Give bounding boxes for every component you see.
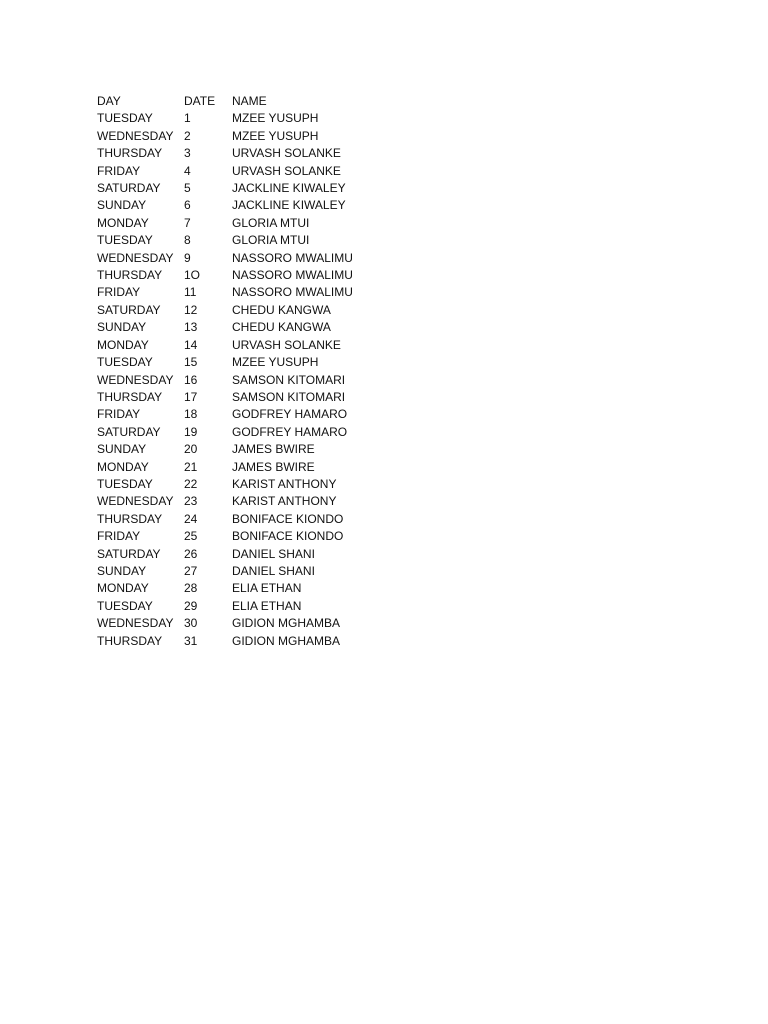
table-row	[97, 128, 392, 145]
cell-day: THURSDAY	[97, 511, 163, 526]
cell-name: DANIEL SHANI	[232, 563, 315, 578]
cell-date: 20	[184, 442, 198, 457]
cell-name: ELIA ETHAN	[232, 581, 302, 596]
table-row	[97, 406, 392, 423]
cell-day: THURSDAY	[97, 146, 163, 161]
cell-day: WEDNESDAY	[97, 128, 174, 143]
cell-name: MZEE YUSUPH	[232, 355, 319, 370]
cell-day: MONDAY	[97, 581, 149, 596]
cell-date: 29	[184, 598, 198, 613]
cell-name: BONIFACE KIONDO	[232, 511, 344, 526]
cell-name: JAMES BWIRE	[232, 459, 315, 474]
table-row	[97, 598, 392, 615]
table-row	[97, 180, 392, 197]
cell-name: URVASH SOLANKE	[232, 337, 341, 352]
table-row	[97, 441, 392, 458]
cell-name: URVASH SOLANKE	[232, 146, 341, 161]
header-day: DAY	[97, 94, 121, 108]
cell-date: 1	[184, 111, 191, 126]
cell-day: MONDAY	[97, 215, 149, 230]
table-row	[97, 633, 392, 650]
cell-date: 7	[184, 215, 191, 230]
cell-date: 23	[184, 494, 198, 509]
cell-day: MONDAY	[97, 459, 149, 474]
cell-day: SATURDAY	[97, 546, 161, 561]
cell-name: SAMSON KITOMARI	[232, 389, 346, 404]
cell-day: FRIDAY	[97, 407, 141, 422]
cell-day: TUESDAY	[97, 111, 153, 126]
cell-day: SUNDAY	[97, 563, 147, 578]
cell-date: 28	[184, 581, 198, 596]
table-row	[97, 354, 392, 371]
header-name: NAME	[232, 94, 267, 108]
table-row	[97, 389, 392, 406]
cell-date: 13	[184, 320, 198, 335]
cell-date: 8	[184, 233, 191, 248]
cell-day: TUESDAY	[97, 598, 153, 613]
cell-day: SATURDAY	[97, 181, 161, 196]
header-row	[97, 93, 392, 110]
cell-date: 25	[184, 529, 198, 544]
cell-name: GODFREY HAMARO	[232, 424, 348, 439]
cell-day: SUNDAY	[97, 198, 147, 213]
cell-day: SUNDAY	[97, 442, 147, 457]
cell-date: 26	[184, 546, 198, 561]
cell-day: WEDNESDAY	[97, 372, 174, 387]
table-row	[97, 250, 392, 267]
table-header	[97, 93, 392, 110]
header-date: DATE	[184, 94, 216, 108]
table-row	[97, 110, 392, 127]
cell-name: JAMES BWIRE	[232, 442, 315, 457]
cell-date: 16	[184, 372, 198, 387]
cell-date: 4	[184, 163, 191, 178]
cell-date: 27	[184, 563, 198, 578]
table-row	[97, 284, 392, 301]
cell-date: 18	[184, 407, 198, 422]
cell-date: 31	[184, 633, 198, 648]
cell-name: BONIFACE KIONDO	[232, 529, 344, 544]
table-row	[97, 372, 392, 389]
cell-day: SUNDAY	[97, 320, 147, 335]
cell-name: URVASH SOLANKE	[232, 163, 341, 178]
cell-name: GLORIA MTUI	[232, 215, 310, 230]
cell-date: 14	[184, 337, 198, 352]
cell-day: FRIDAY	[97, 285, 141, 300]
cell-day: TUESDAY	[97, 355, 153, 370]
duty-roster-sheet	[97, 93, 392, 650]
table-row	[97, 302, 392, 319]
cell-date: 5	[184, 181, 191, 196]
cell-name: GIDION MGHAMBA	[232, 633, 341, 648]
table-row	[97, 163, 392, 180]
cell-date: 19	[184, 424, 198, 439]
cell-day: SATURDAY	[97, 424, 161, 439]
cell-name: GLORIA MTUI	[232, 233, 310, 248]
table-row	[97, 215, 392, 232]
table-row	[97, 528, 392, 545]
table-row	[97, 232, 392, 249]
cell-name: DANIEL SHANI	[232, 546, 315, 561]
cell-date: 30	[184, 616, 198, 631]
table-row	[97, 546, 392, 563]
cell-name: ELIA ETHAN	[232, 598, 302, 613]
cell-date: 17	[184, 389, 198, 404]
cell-date: 21	[184, 459, 198, 474]
table-row	[97, 319, 392, 336]
cell-name: CHEDU KANGWA	[232, 302, 331, 317]
cell-day: WEDNESDAY	[97, 616, 174, 631]
cell-day: THURSDAY	[97, 389, 163, 404]
table-row	[97, 337, 392, 354]
table-row	[97, 615, 392, 632]
cell-name: KARIST ANTHONY	[232, 476, 337, 491]
cell-name: GODFREY HAMARO	[232, 407, 348, 422]
cell-name: SAMSON KITOMARI	[232, 372, 346, 387]
cell-date: 9	[184, 250, 191, 265]
cell-day: WEDNESDAY	[97, 250, 174, 265]
table-row	[97, 493, 392, 510]
cell-name: MZEE YUSUPH	[232, 128, 319, 143]
cell-day: FRIDAY	[97, 529, 141, 544]
table-row	[97, 145, 392, 162]
cell-day: MONDAY	[97, 337, 149, 352]
table-row	[97, 197, 392, 214]
cell-name: NASSORO MWALIMU	[232, 285, 353, 300]
cell-day: THURSDAY	[97, 633, 163, 648]
cell-name: MZEE YUSUPH	[232, 111, 319, 126]
cell-name: JACKLINE KIWALEY	[232, 198, 346, 213]
cell-date: 24	[184, 511, 198, 526]
cell-name: GIDION MGHAMBA	[232, 616, 341, 631]
cell-date: 22	[184, 476, 198, 491]
cell-day: THURSDAY	[97, 268, 163, 283]
cell-date: 6	[184, 198, 191, 213]
cell-day: WEDNESDAY	[97, 494, 174, 509]
cell-name: NASSORO MWALIMU	[232, 268, 353, 283]
cell-date: 3	[184, 146, 191, 161]
cell-date: 11	[184, 285, 197, 300]
table-body	[97, 110, 392, 650]
table-row	[97, 459, 392, 476]
cell-name: CHEDU KANGWA	[232, 320, 331, 335]
cell-day: TUESDAY	[97, 476, 153, 491]
duty-roster-table	[97, 93, 392, 650]
cell-name: KARIST ANTHONY	[232, 494, 337, 509]
cell-name: JACKLINE KIWALEY	[232, 181, 346, 196]
table-row	[97, 424, 392, 441]
table-row	[97, 580, 392, 597]
cell-date: 12	[184, 302, 198, 317]
table-row	[97, 476, 392, 493]
cell-day: FRIDAY	[97, 163, 141, 178]
cell-date: 15	[184, 355, 198, 370]
cell-name: NASSORO MWALIMU	[232, 250, 353, 265]
cell-date: 1O	[184, 268, 201, 283]
table-row	[97, 563, 392, 580]
table-row	[97, 267, 392, 284]
table-row	[97, 511, 392, 528]
cell-date: 2	[184, 128, 191, 143]
cell-day: TUESDAY	[97, 233, 153, 248]
cell-day: SATURDAY	[97, 302, 161, 317]
